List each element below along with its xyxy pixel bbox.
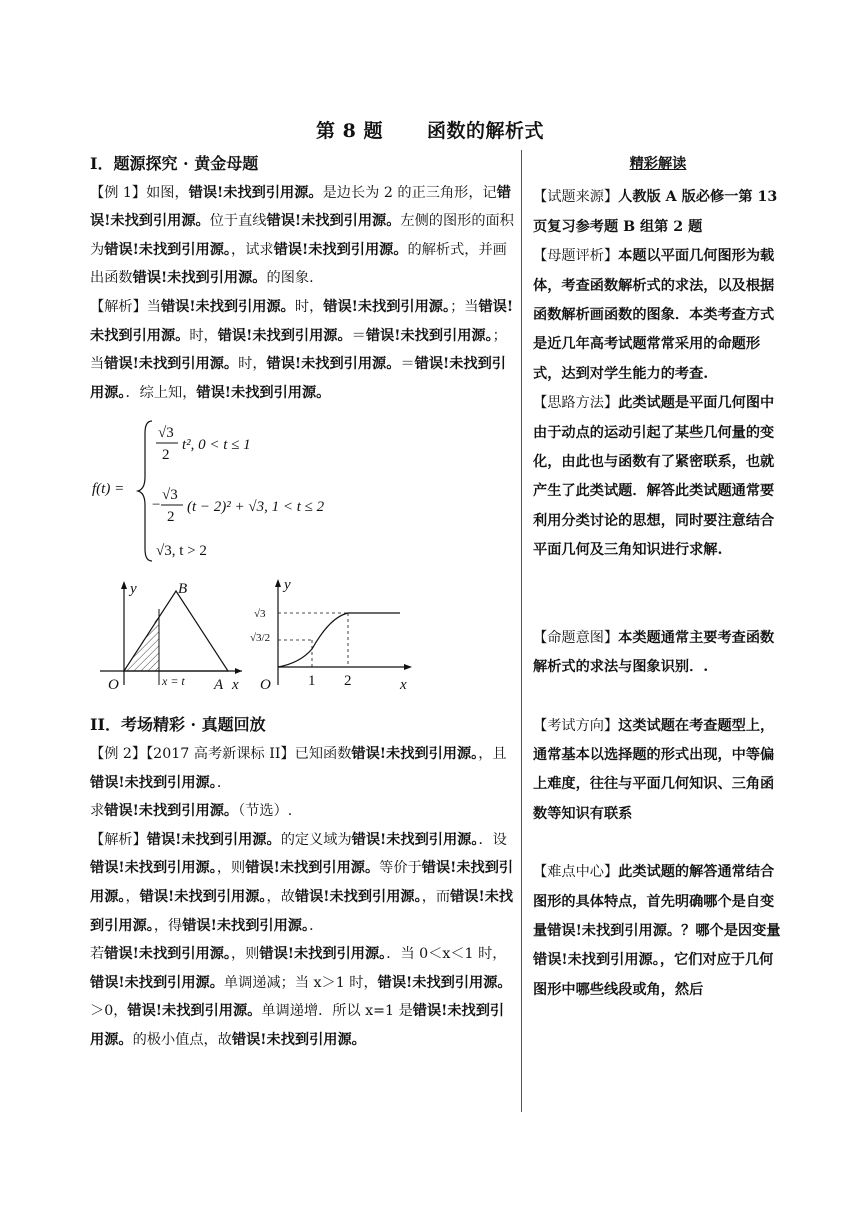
section-heading-1: I．题源探究 · 黄金母题: [90, 154, 259, 173]
problem-name: 函数的解析式: [426, 120, 544, 142]
formula-two-1: 2: [162, 447, 170, 464]
label-x-left: x: [232, 677, 239, 694]
example-1: 【例 1】如图，错误!未找到引用源。是边长为 2 的正三角形，记错误!未找到引用源。位于直线错误!未找到引用源。左侧的图形的面积为错误!未找到引用源。，试求错误!未找到引用源。的解析式，并画出函数错误!未找到引用源。的图象.: [90, 184, 514, 287]
formula-minus: −: [152, 497, 161, 514]
example-2: 【例 2】【2017 高考新课标 II】已知函数错误!未找到引用源。，且错误!未找到引用源。．: [90, 745, 507, 791]
formula-row3: √3, t > 2: [156, 543, 207, 560]
formula-brace: [138, 421, 152, 561]
difficulty-note: 【难点中心】此类试题的解答通常结合图形的具体特点，首先明确哪个是自变量错误!未找到引用源。？哪个是因变量错误!未找到引用源。，它们对应于几何图形中哪些线段或角，然后: [533, 864, 781, 998]
figure-graphs: [90, 573, 514, 701]
label-x-right: x: [400, 677, 407, 694]
right-title: 精彩解读: [629, 156, 687, 172]
solution-2: 【解析】错误!未找到引用源。的定义域为错误!未找到引用源。．设错误!未找到引用源。，则错误!未找到引用源。等价于错误!未找到引用源。，错误!未找到引用源。，故错误!未找到引用源。，而错误!未找到引用源。，得错误!未找到引用源。．: [90, 831, 514, 934]
label-o-right: O: [260, 677, 271, 694]
label-y-left: y: [130, 581, 137, 598]
formula-lhs: f(t) =: [92, 481, 125, 498]
source-note: 【试题来源】人教版 A 版必修一第 13 页复习参考题 B 组第 2 题: [533, 189, 778, 235]
formula-sqrt3-2: √3: [162, 487, 178, 504]
formula-sqrt3-1: √3: [158, 425, 174, 442]
left-column: [90, 150, 514, 1054]
evaluation-note: 【母题评析】本题以平面几何图形为载体，考查函数解析式的求法，以及根据函数解析画函数的图象．本类考查方式是近几年高考试题常常采用的命题形式，达到对学生能力的考查.: [533, 248, 775, 382]
solution-1: 【解析】当错误!未找到引用源。时，错误!未找到引用源。；当错误!未找到引用源。时，错误!未找到引用源。＝错误!未找到引用源。；当错误!未找到引用源。时，错误!未找到引用源。＝错误!未找到引用源。．综上知，错误!未找到引用源。: [90, 298, 514, 401]
intent-note: 【命题意图】本类题通常主要考查函数解析式的求法与图象识别．.: [533, 629, 775, 676]
label-a: A: [214, 677, 224, 694]
piecewise-formula: [90, 413, 514, 565]
page-title: [0, 116, 860, 143]
method-note: 【思路方法】此类试题是平面几何图中由于动点的运动引起了某些几何量的变化，由此也与函数有了紧密联系，也就产生了此类试题．解答此类试题通常要利用分类讨论的思想，同时要注意结合平面几何及三角知识进行求解.: [533, 395, 775, 559]
label-y-right: y: [284, 577, 291, 594]
direction-note: 【考试方向】这类试题在考查题型上，通常基本以选择题的形式出现，中等偏上难度，往往与平面几何知识、三角函数等知识有联系: [533, 717, 775, 822]
tick-1: 1: [308, 673, 316, 690]
graphs-svg: [90, 573, 420, 701]
formula-svg: [90, 413, 350, 565]
example-2-ask: 求错误!未找到引用源。（节选）.: [90, 803, 293, 820]
solution-2-cont: 若错误!未找到引用源。，则错误!未找到引用源。．当 0＜x＜1 时，错误!未找到引用源。单调递减；当 x＞1 时，错误!未找到引用源。＞0，错误!未找到引用源。单调递增．所以 x=1 是错误!未找到引用源。的极小值点，故错误!未找到引用源。: [90, 946, 512, 1048]
tick-sqrt3-half: √3/2: [250, 632, 271, 645]
formula-two-2: 2: [167, 509, 175, 526]
tick-2: 2: [344, 673, 352, 690]
column-divider: [521, 150, 522, 1112]
right-column: [533, 150, 783, 1005]
section-heading-2: II．考场精彩 · 真题回放: [90, 715, 266, 735]
formula-row1: t², 0 < t ≤ 1: [182, 437, 251, 454]
problem-number: 第 8 题: [316, 120, 383, 142]
formula-row2: (t − 2)² + √3, 1 < t ≤ 2: [187, 499, 325, 516]
label-o-left: O: [108, 677, 119, 694]
label-b: B: [178, 581, 188, 598]
label-x-eq-t: x = t: [162, 674, 185, 689]
tick-sqrt3: √3: [254, 608, 266, 621]
